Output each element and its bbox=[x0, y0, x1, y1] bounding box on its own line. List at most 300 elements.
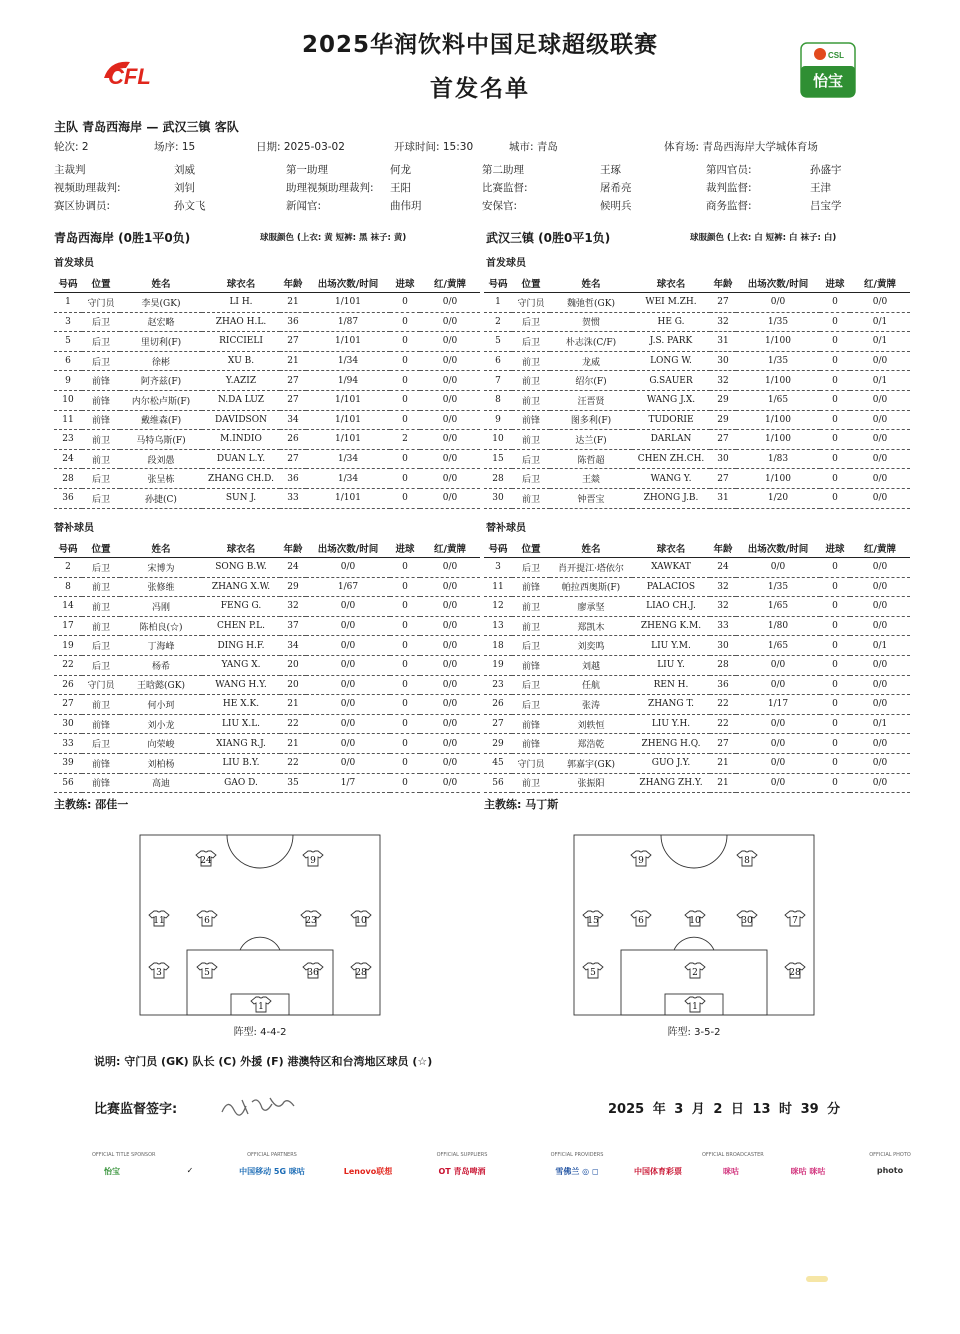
goals: 0 bbox=[820, 558, 850, 578]
player-number: 30 bbox=[484, 488, 512, 508]
goals: 0 bbox=[390, 773, 420, 793]
appearances: 0/0 bbox=[736, 773, 820, 793]
official-role: 第二助理 bbox=[482, 164, 524, 176]
pitch-outline bbox=[140, 835, 380, 1015]
official-role: 赛区协调员: bbox=[54, 200, 111, 212]
sponsor-logo bbox=[92, 1152, 156, 1177]
sponsor-mark: OT 青岛啤酒 bbox=[438, 1167, 486, 1176]
player-position: 前锋 bbox=[82, 753, 120, 773]
home-formation-pitch bbox=[139, 834, 381, 1016]
home-subs-table bbox=[54, 538, 480, 793]
player-position: 前锋 bbox=[512, 655, 550, 675]
table-row bbox=[54, 675, 480, 695]
table-header-row bbox=[54, 273, 480, 293]
shirt-name: WANG J.X. bbox=[632, 390, 710, 410]
table-row bbox=[54, 430, 480, 450]
shirt-name: LIU Y.M. bbox=[632, 636, 710, 656]
table-row bbox=[54, 773, 480, 793]
player-age: 36 bbox=[280, 312, 306, 332]
player-shirt-icon bbox=[197, 911, 217, 926]
table-row bbox=[54, 410, 480, 430]
official-name: 吕宝学 bbox=[810, 200, 842, 212]
shirt-number: 3 bbox=[156, 968, 162, 978]
column-header: 姓名 bbox=[550, 273, 632, 293]
official-role: 视频助理裁判: bbox=[54, 182, 121, 194]
goals: 0 bbox=[820, 293, 850, 313]
official-role: 安保官: bbox=[482, 200, 518, 212]
cards: 0/0 bbox=[420, 469, 480, 489]
goals: 0 bbox=[820, 753, 850, 773]
player-name: 冯刚 bbox=[120, 597, 202, 617]
player-number: 26 bbox=[54, 675, 82, 695]
column-header: 出场次数/时间 bbox=[736, 273, 820, 293]
table-row bbox=[484, 488, 910, 508]
player-shirt-icon bbox=[149, 911, 169, 926]
shirt-number: 1 bbox=[258, 1002, 264, 1012]
shirt-number: 10 bbox=[355, 916, 367, 926]
player-shirt-icon bbox=[351, 963, 371, 978]
shirt-name: GAO D. bbox=[202, 773, 280, 793]
player-shirt-icon bbox=[196, 851, 216, 866]
table-row bbox=[484, 597, 910, 617]
player-age: 36 bbox=[710, 675, 736, 695]
goals: 0 bbox=[390, 714, 420, 734]
goals: 0 bbox=[390, 312, 420, 332]
player-position: 后卫 bbox=[82, 488, 120, 508]
column-header: 年龄 bbox=[710, 273, 736, 293]
away-subs-table bbox=[484, 538, 910, 793]
appearances: 0/0 bbox=[306, 695, 390, 715]
goals: 0 bbox=[390, 371, 420, 391]
shirt-name: ZHANG T. bbox=[632, 695, 710, 715]
appearances: 1/101 bbox=[306, 293, 390, 313]
player-name: 段刘愚 bbox=[120, 449, 202, 469]
column-header: 号码 bbox=[54, 538, 82, 558]
goals: 0 bbox=[820, 675, 850, 695]
goals: 0 bbox=[820, 616, 850, 636]
player-position: 守门员 bbox=[82, 293, 120, 313]
table-row bbox=[484, 655, 910, 675]
shirt-name: DAVIDSON bbox=[202, 410, 280, 430]
player-position: 前锋 bbox=[512, 734, 550, 754]
table-row bbox=[484, 410, 910, 430]
player-number: 1 bbox=[484, 293, 512, 313]
goals: 0 bbox=[390, 332, 420, 352]
shirt-name: J.S. PARK bbox=[632, 332, 710, 352]
appearances: 1/35 bbox=[736, 312, 820, 332]
cards: 0/0 bbox=[420, 430, 480, 450]
highlight-mark bbox=[806, 1276, 828, 1282]
table-row bbox=[54, 469, 480, 489]
signature-datetime: 2025 年 3 月 2 日 13 时 39 分 bbox=[608, 1102, 841, 1117]
goals: 0 bbox=[390, 753, 420, 773]
away-formation-label bbox=[573, 1023, 815, 1038]
player-name: 绍尔(F) bbox=[550, 371, 632, 391]
player-shirt-icon bbox=[685, 997, 705, 1012]
player-number: 11 bbox=[54, 410, 82, 430]
cards: 0/0 bbox=[850, 675, 910, 695]
table-row bbox=[484, 753, 910, 773]
official-name: 曲伟玥 bbox=[390, 200, 422, 212]
table-row bbox=[54, 616, 480, 636]
shirt-name: LI H. bbox=[202, 293, 280, 313]
player-shirt-icon bbox=[251, 997, 271, 1012]
player-number: 18 bbox=[484, 636, 512, 656]
shirt-name: HE G. bbox=[632, 312, 710, 332]
sponsor-logo bbox=[412, 1152, 512, 1177]
player-number: 8 bbox=[54, 577, 82, 597]
sponsor-mark: 中国移动 5G 咪咕 bbox=[239, 1167, 305, 1176]
cards: 0/0 bbox=[420, 488, 480, 508]
appearances: 0/0 bbox=[306, 734, 390, 754]
player-age: 29 bbox=[280, 577, 306, 597]
sponsor-mark: Lenovo联想 bbox=[343, 1167, 393, 1176]
sponsor-caption: OFFICIAL SUPPLIERS bbox=[436, 1152, 488, 1158]
sponsor-logo bbox=[780, 1152, 836, 1177]
sponsor-mark: photo bbox=[876, 1166, 904, 1175]
table-row bbox=[54, 332, 480, 352]
player-age: 22 bbox=[280, 714, 306, 734]
player-name: 王晗懿(GK) bbox=[120, 675, 202, 695]
goals: 0 bbox=[390, 558, 420, 578]
goals: 0 bbox=[390, 390, 420, 410]
sponsor-logo bbox=[702, 1152, 764, 1177]
home-coach: 主教练: 邵佳一 bbox=[54, 798, 129, 811]
sponsor-caption: OFFICIAL TITLE SPONSOR bbox=[92, 1152, 156, 1158]
goals: 0 bbox=[820, 312, 850, 332]
cards: 0/0 bbox=[850, 597, 910, 617]
table-row bbox=[54, 293, 480, 313]
shirt-name: WEI M.ZH. bbox=[632, 293, 710, 313]
cards: 0/0 bbox=[850, 449, 910, 469]
shirt-number: 9 bbox=[638, 856, 644, 866]
appearances: 1/100 bbox=[736, 371, 820, 391]
player-age: 36 bbox=[280, 469, 306, 489]
table-header-row bbox=[484, 538, 910, 558]
table-row bbox=[54, 597, 480, 617]
away-starters-label: 首发球员 bbox=[486, 258, 526, 269]
player-position: 守门员 bbox=[82, 675, 120, 695]
player-name: 张涛 bbox=[550, 695, 632, 715]
cards: 0/0 bbox=[850, 293, 910, 313]
player-shirt-icon bbox=[301, 911, 321, 926]
player-age: 27 bbox=[280, 371, 306, 391]
player-age: 32 bbox=[710, 577, 736, 597]
sponsor-mark: 雪佛兰 ◎ ◻ bbox=[555, 1167, 599, 1176]
table-row bbox=[484, 332, 910, 352]
column-header: 位置 bbox=[82, 273, 120, 293]
player-name: 刘小龙 bbox=[120, 714, 202, 734]
player-number: 3 bbox=[54, 312, 82, 332]
player-number: 6 bbox=[484, 351, 512, 371]
table-row bbox=[484, 616, 910, 636]
player-name: 任航 bbox=[550, 675, 632, 695]
cards: 0/0 bbox=[850, 430, 910, 450]
player-position: 前卫 bbox=[512, 773, 550, 793]
shirt-number: 1 bbox=[692, 1002, 698, 1012]
player-name: 图多利(F) bbox=[550, 410, 632, 430]
table-row bbox=[54, 655, 480, 675]
cards: 0/0 bbox=[420, 616, 480, 636]
player-number: 28 bbox=[54, 469, 82, 489]
cards: 0/0 bbox=[420, 695, 480, 715]
cards: 0/0 bbox=[420, 714, 480, 734]
player-position: 前卫 bbox=[82, 597, 120, 617]
player-shirt-icon bbox=[685, 963, 705, 978]
player-number: 12 bbox=[484, 597, 512, 617]
cfl-logo-text: CFL bbox=[108, 64, 151, 89]
column-header: 姓名 bbox=[120, 273, 202, 293]
appearances: 1/101 bbox=[306, 430, 390, 450]
player-age: 21 bbox=[710, 753, 736, 773]
player-number: 10 bbox=[484, 430, 512, 450]
shirt-number: 7 bbox=[792, 916, 798, 926]
cards: 0/0 bbox=[420, 390, 480, 410]
home-subs-label: 替补球员 bbox=[54, 523, 94, 534]
player-name: 王燚 bbox=[550, 469, 632, 489]
shirt-name: ZHANG CH.D. bbox=[202, 469, 280, 489]
official-name: 孙文飞 bbox=[174, 200, 206, 212]
player-number: 19 bbox=[484, 655, 512, 675]
goals: 0 bbox=[820, 655, 850, 675]
official-role: 比赛监督: bbox=[482, 182, 528, 194]
center-circle-arc bbox=[227, 835, 293, 868]
player-age: 31 bbox=[710, 332, 736, 352]
sponsor-mark: 咪咕 咪咕 bbox=[790, 1167, 826, 1176]
player-name: 徐彬 bbox=[120, 351, 202, 371]
official-name: 刘钊 bbox=[174, 182, 195, 194]
appearances: 0/0 bbox=[736, 293, 820, 313]
goals: 0 bbox=[820, 636, 850, 656]
table-row bbox=[54, 351, 480, 371]
shirt-name: XU B. bbox=[202, 351, 280, 371]
player-name: 里切利(F) bbox=[120, 332, 202, 352]
shirt-name: SUN J. bbox=[202, 488, 280, 508]
cards: 0/0 bbox=[850, 488, 910, 508]
match-number: 场序: 15 bbox=[154, 141, 196, 153]
player-name: 龙威 bbox=[550, 351, 632, 371]
player-number: 23 bbox=[54, 430, 82, 450]
player-number: 14 bbox=[54, 597, 82, 617]
player-position: 后卫 bbox=[512, 449, 550, 469]
shirt-number: 28 bbox=[355, 968, 367, 978]
appearances: 1/7 bbox=[306, 773, 390, 793]
sponsor-caption: OFFICIAL PROVIDERS bbox=[550, 1152, 604, 1158]
shirt-number: 15 bbox=[587, 916, 599, 926]
player-shirt-icon bbox=[737, 851, 757, 866]
cards: 0/0 bbox=[420, 332, 480, 352]
player-age: 34 bbox=[280, 410, 306, 430]
shirt-number: 6 bbox=[638, 916, 644, 926]
player-age: 20 bbox=[280, 675, 306, 695]
goals: 0 bbox=[820, 734, 850, 754]
shirt-number: 23 bbox=[305, 916, 317, 926]
player-age: 32 bbox=[710, 371, 736, 391]
player-number: 24 bbox=[54, 449, 82, 469]
cards: 0/1 bbox=[850, 714, 910, 734]
player-name: 陈柏良(☆) bbox=[120, 616, 202, 636]
column-header: 号码 bbox=[484, 538, 512, 558]
player-age: 27 bbox=[280, 332, 306, 352]
formation-prefix: 阵型: bbox=[233, 1027, 257, 1038]
sponsor-logo bbox=[222, 1152, 322, 1177]
player-number: 45 bbox=[484, 753, 512, 773]
away-coach: 主教练: 马丁斯 bbox=[484, 798, 559, 811]
column-header: 年龄 bbox=[710, 538, 736, 558]
sponsor-logo bbox=[170, 1152, 210, 1175]
shirt-name: HE X.K. bbox=[202, 695, 280, 715]
goals: 0 bbox=[390, 695, 420, 715]
player-position: 前锋 bbox=[512, 410, 550, 430]
column-header: 球衣名 bbox=[632, 273, 710, 293]
player-age: 29 bbox=[710, 410, 736, 430]
appearances: 1/100 bbox=[736, 430, 820, 450]
sponsor-mark: 中国体育彩票 bbox=[634, 1167, 682, 1176]
player-age: 26 bbox=[280, 430, 306, 450]
player-number: 15 bbox=[484, 449, 512, 469]
cards: 0/0 bbox=[850, 469, 910, 489]
player-position: 后卫 bbox=[512, 332, 550, 352]
player-name: 郭嘉宇(GK) bbox=[550, 753, 632, 773]
goals: 0 bbox=[820, 714, 850, 734]
appearances: 0/0 bbox=[736, 558, 820, 578]
cards: 0/0 bbox=[420, 449, 480, 469]
player-number: 2 bbox=[484, 312, 512, 332]
match-round: 轮次: 2 bbox=[54, 141, 89, 153]
appearances: 1/101 bbox=[306, 332, 390, 352]
cards: 0/0 bbox=[420, 293, 480, 313]
player-shirt-icon bbox=[303, 963, 323, 978]
column-header: 年龄 bbox=[280, 273, 306, 293]
player-number: 2 bbox=[54, 558, 82, 578]
sponsor-caption bbox=[632, 1152, 684, 1160]
goals: 0 bbox=[390, 734, 420, 754]
player-name: 肖开提江·塔依尔 bbox=[550, 558, 632, 578]
appearances: 1/20 bbox=[736, 488, 820, 508]
player-name: 刘奕鸣 bbox=[550, 636, 632, 656]
table-row bbox=[484, 469, 910, 489]
shirt-number: 9 bbox=[310, 856, 316, 866]
shirt-name: REN H. bbox=[632, 675, 710, 695]
cards: 0/0 bbox=[420, 734, 480, 754]
page-subtitle: 首发名单 bbox=[430, 76, 530, 102]
player-shirt-icon bbox=[737, 911, 757, 926]
shirt-number: 8 bbox=[744, 856, 750, 866]
table-row bbox=[54, 636, 480, 656]
table-row bbox=[54, 449, 480, 469]
player-position: 后卫 bbox=[82, 351, 120, 371]
player-position: 后卫 bbox=[512, 558, 550, 578]
player-position: 前卫 bbox=[512, 371, 550, 391]
player-position: 前锋 bbox=[82, 714, 120, 734]
appearances: 1/34 bbox=[306, 449, 390, 469]
table-row bbox=[484, 636, 910, 656]
player-name: 戴维森(F) bbox=[120, 410, 202, 430]
player-shirt-icon bbox=[583, 963, 603, 978]
player-number: 17 bbox=[54, 616, 82, 636]
player-name: 钟晋宝 bbox=[550, 488, 632, 508]
shirt-name: SONG B.W. bbox=[202, 558, 280, 578]
shirt-name: LONG W. bbox=[632, 351, 710, 371]
table-row bbox=[54, 371, 480, 391]
player-position: 后卫 bbox=[82, 655, 120, 675]
goals: 0 bbox=[820, 488, 850, 508]
player-age: 27 bbox=[710, 734, 736, 754]
penalty-arc bbox=[240, 937, 280, 950]
player-position: 前卫 bbox=[512, 351, 550, 371]
official-name: 屠希亮 bbox=[600, 182, 632, 194]
table-row bbox=[54, 753, 480, 773]
cards: 0/0 bbox=[420, 312, 480, 332]
shirt-name: CHEN ZH.CH. bbox=[632, 449, 710, 469]
player-position: 前卫 bbox=[82, 695, 120, 715]
player-number: 22 bbox=[54, 655, 82, 675]
shirt-name: ZHENG H.Q. bbox=[632, 734, 710, 754]
cards: 0/0 bbox=[850, 351, 910, 371]
table-row bbox=[484, 351, 910, 371]
column-header: 出场次数/时间 bbox=[736, 538, 820, 558]
center-circle-arc bbox=[661, 835, 727, 868]
player-position: 前卫 bbox=[512, 488, 550, 508]
player-name: 赵宏略 bbox=[120, 312, 202, 332]
player-position: 前卫 bbox=[512, 390, 550, 410]
shirt-name: G.SAUER bbox=[632, 371, 710, 391]
shirt-number: 5 bbox=[590, 968, 596, 978]
table-row bbox=[484, 734, 910, 754]
away-team-heading: 武汉三镇 (0胜0平1负) bbox=[486, 231, 611, 245]
player-age: 22 bbox=[280, 753, 306, 773]
match-venue: 体育场: 青岛西海岸大学城体育场 bbox=[664, 141, 818, 153]
shirt-name: LIU Y.H. bbox=[632, 714, 710, 734]
player-age: 37 bbox=[280, 616, 306, 636]
shirt-name: WANG H.Y. bbox=[202, 675, 280, 695]
away-subs-label: 替补球员 bbox=[486, 523, 526, 534]
sponsor-logo bbox=[632, 1152, 684, 1177]
match-city: 城市: 青岛 bbox=[509, 141, 558, 153]
cards: 0/0 bbox=[850, 616, 910, 636]
appearances: 0/0 bbox=[306, 558, 390, 578]
goals: 2 bbox=[390, 430, 420, 450]
player-number: 1 bbox=[54, 293, 82, 313]
column-header: 红/黄牌 bbox=[420, 538, 480, 558]
player-age: 21 bbox=[280, 695, 306, 715]
cards: 0/0 bbox=[850, 655, 910, 675]
goals: 0 bbox=[820, 469, 850, 489]
player-position: 后卫 bbox=[82, 312, 120, 332]
appearances: 1/100 bbox=[736, 332, 820, 352]
cards: 0/0 bbox=[850, 577, 910, 597]
appearances: 1/100 bbox=[736, 469, 820, 489]
official-role: 裁判监督: bbox=[706, 182, 752, 194]
player-position: 后卫 bbox=[82, 469, 120, 489]
player-number: 27 bbox=[484, 714, 512, 734]
appearances: 0/0 bbox=[306, 655, 390, 675]
appearances: 0/0 bbox=[306, 675, 390, 695]
shirt-number: 10 bbox=[689, 916, 701, 926]
player-name: 郑凯木 bbox=[550, 616, 632, 636]
shirt-name: RICCIELI bbox=[202, 332, 280, 352]
appearances: 1/101 bbox=[306, 390, 390, 410]
player-name: 达兰(F) bbox=[550, 430, 632, 450]
player-number: 23 bbox=[484, 675, 512, 695]
player-shirt-icon bbox=[351, 911, 371, 926]
player-age: 35 bbox=[280, 773, 306, 793]
table-header-row bbox=[54, 538, 480, 558]
table-row bbox=[54, 312, 480, 332]
cards: 0/1 bbox=[850, 312, 910, 332]
player-position: 前锋 bbox=[512, 577, 550, 597]
shirt-name: DING H.F. bbox=[202, 636, 280, 656]
